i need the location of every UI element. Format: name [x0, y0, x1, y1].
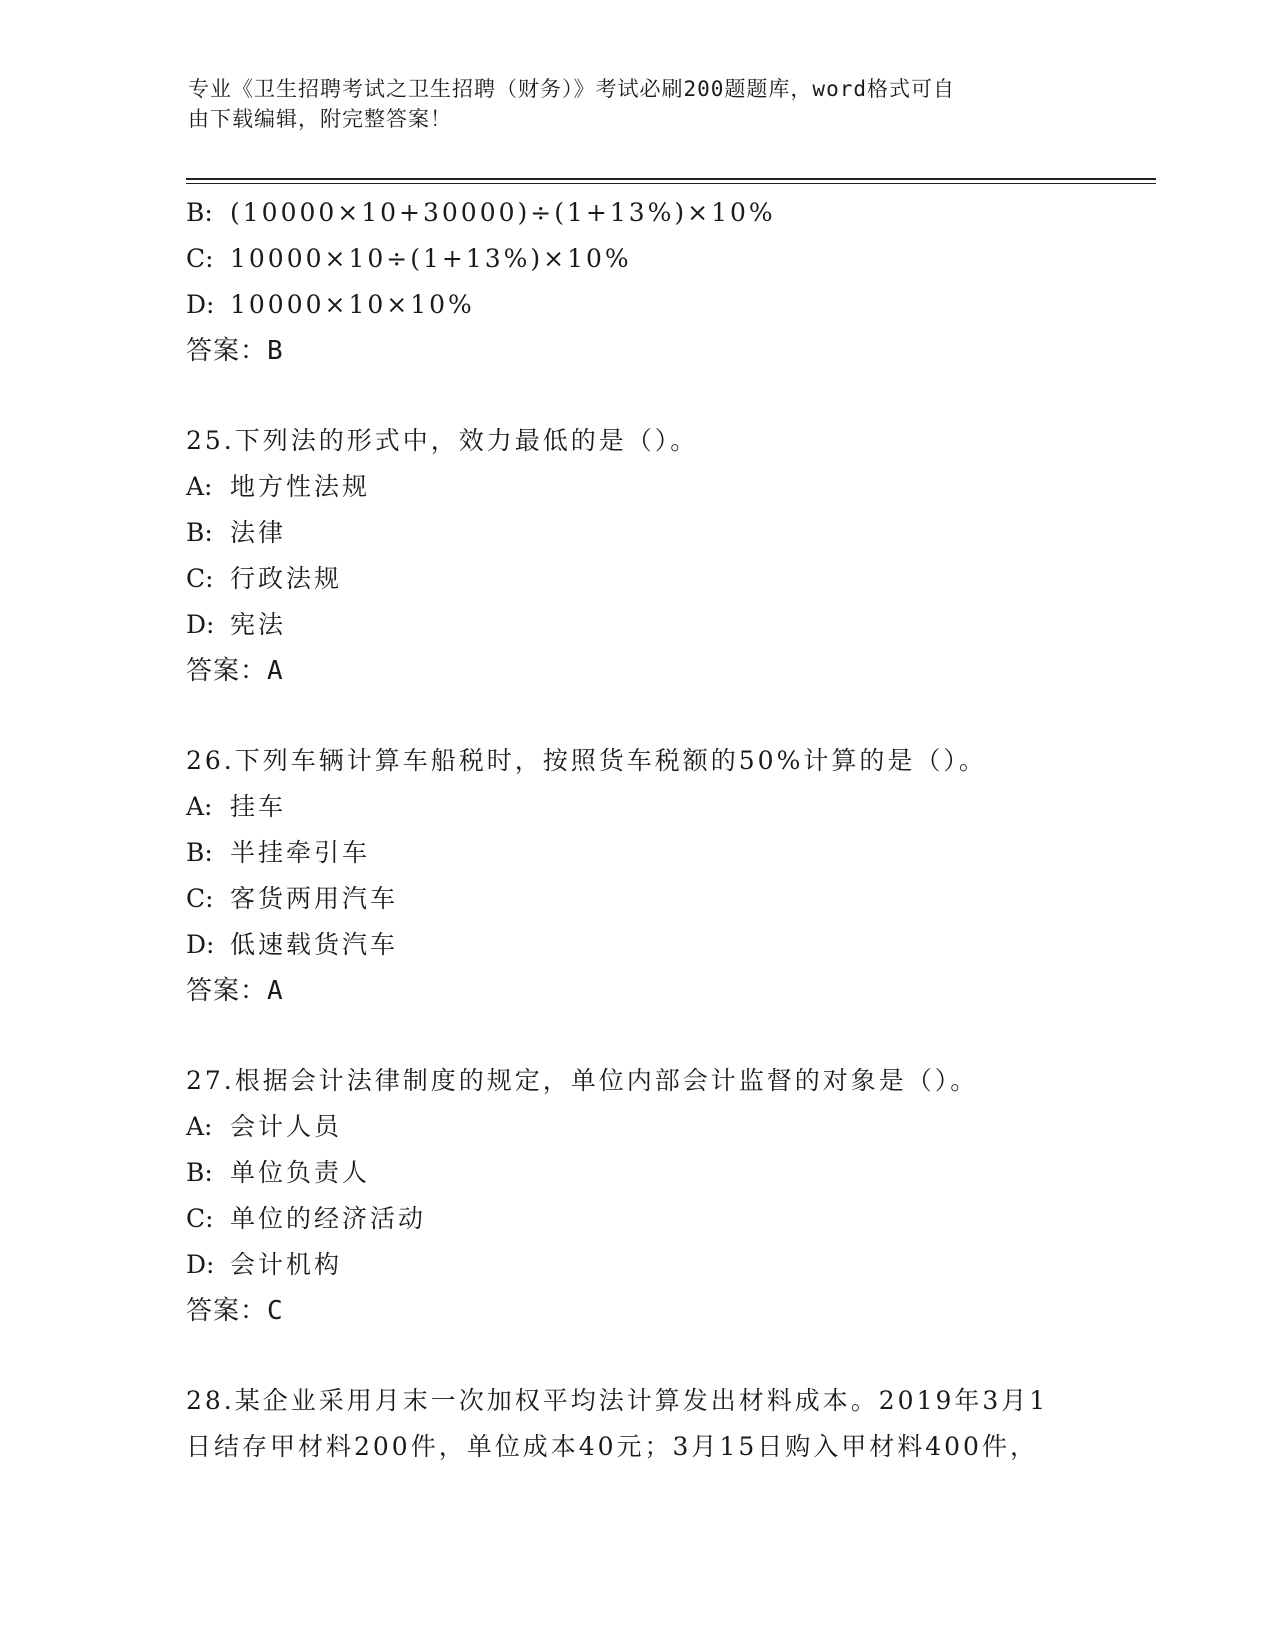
option-d: D: 10000×10×10%: [186, 290, 475, 319]
question-text-line-1: 28.某企业采用月末一次加权平均法计算发出材料成本。2019年3月1: [186, 1386, 1049, 1415]
option-c: C: 单位的经济活动: [186, 1204, 427, 1233]
question-title: 27.根据会计法律制度的规定，单位内部会计监督的对象是（）。: [186, 1066, 979, 1095]
answer-text: 答案：A: [186, 976, 284, 1006]
answer-text: 答案：C: [186, 1296, 284, 1326]
option-c: C: 10000×10÷(1+13%)×10%: [186, 244, 632, 273]
header-title-line-2: 由下载编辑，附完整答案！: [188, 107, 452, 131]
header-title-line-1: 专业《卫生招聘考试之卫生招聘（财务）》考试必刷200题题库，word格式可自: [188, 77, 955, 101]
option-c: C: 客货两用汽车: [186, 884, 399, 913]
document-header: [188, 74, 1068, 134]
question-text-line-2: 日结存甲材料200件，单位成本40元；3月15日购入甲材料400件，: [186, 1432, 1038, 1461]
question-block-26: [186, 738, 1146, 1014]
option-a: A: 地方性法规: [186, 472, 371, 501]
option-d: D: 低速载货汽车: [186, 930, 399, 959]
question-block-27: [186, 1058, 1146, 1334]
option-d: D: 会计机构: [186, 1250, 343, 1279]
option-a: A: 会计人员: [186, 1112, 343, 1141]
question-block-24: [186, 190, 1146, 374]
question-block-28: [186, 1378, 1146, 1470]
question-block-25: [186, 418, 1146, 694]
header-rule-thick: [186, 178, 1156, 180]
question-title: 25.下列法的形式中，效力最低的是（）。: [186, 426, 699, 455]
option-b: B: 半挂牵引车: [186, 838, 371, 867]
option-b: B: 单位负责人: [186, 1158, 371, 1187]
answer-text: 答案：A: [186, 656, 284, 686]
option-c: C: 行政法规: [186, 564, 343, 593]
question-title: 26.下列车辆计算车船税时，按照货车税额的50%计算的是（）。: [186, 746, 987, 775]
option-b: B: 法律: [186, 518, 287, 547]
question-list: [186, 190, 1146, 1470]
option-d: D: 宪法: [186, 610, 287, 639]
header-rule-thin: [186, 183, 1156, 184]
answer-text: 答案：B: [186, 336, 284, 366]
option-b: B: (10000×10+30000)÷(1+13%)×10%: [186, 198, 776, 227]
option-a: A: 挂车: [186, 792, 287, 821]
